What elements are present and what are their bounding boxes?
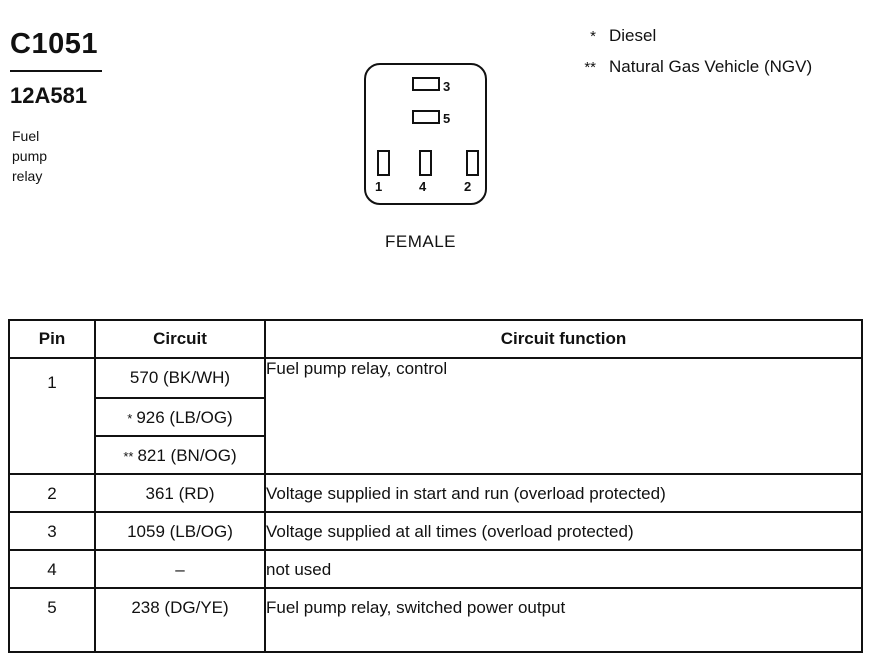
- pin-label-4: 4: [419, 179, 427, 194]
- table-row: [9, 588, 862, 652]
- connector-id: C1051: [10, 28, 98, 60]
- connector-face-diagram: [364, 63, 487, 205]
- connector-gender-label: FEMALE: [385, 232, 457, 251]
- legend-text-ngv: Natural Gas Vehicle (NGV): [609, 57, 813, 76]
- table-row: [9, 512, 862, 550]
- function-cell: Fuel pump relay, control: [265, 358, 862, 474]
- circuit-cell: 361 (RD): [95, 474, 265, 512]
- table-header-row: [9, 320, 862, 358]
- pin-slot-2: [466, 150, 479, 176]
- pin-circuit-table: [8, 319, 863, 653]
- pin-slot-4: [419, 150, 432, 176]
- description-line: relay: [12, 168, 43, 184]
- pin-label-2: 2: [464, 179, 472, 194]
- diesel-mark: *: [127, 411, 133, 426]
- pin-cell: 2: [9, 474, 95, 512]
- pin-slot-5: [412, 110, 440, 124]
- circuit-cell: 238 (DG/YE): [95, 588, 265, 652]
- pin-label-3: 3: [443, 79, 451, 94]
- function-cell: Fuel pump relay, switched power output: [265, 588, 862, 652]
- circuit-value: [96, 397, 264, 435]
- pin-label-5: 5: [443, 111, 451, 126]
- legend-mark-diesel: *: [590, 28, 596, 45]
- pin-cell: 5: [9, 588, 95, 652]
- pin-cell: 1: [9, 358, 95, 474]
- header-pin: Pin: [9, 320, 95, 358]
- circuit-cell: [95, 358, 265, 474]
- circuit-value: [96, 359, 264, 397]
- legend-mark-ngv: **: [584, 59, 596, 76]
- header-circuit: Circuit: [95, 320, 265, 358]
- table-row: [9, 474, 862, 512]
- description-line: pump: [12, 148, 48, 164]
- circuit-text: 570 (BK/WH): [129, 368, 231, 387]
- function-cell: Voltage supplied in start and run (overload protected): [265, 474, 862, 512]
- function-cell: Voltage supplied at all times (overload protected): [265, 512, 862, 550]
- pin-label-1: 1: [375, 179, 383, 194]
- circuit-text: 926 (LB/OG): [136, 408, 233, 427]
- legend-text-diesel: Diesel: [609, 26, 657, 45]
- pin-slot-3: [412, 77, 440, 91]
- table-row: [9, 358, 862, 474]
- title-rule: [10, 70, 102, 72]
- part-number: 12A581: [10, 83, 88, 108]
- circuit-text: 821 (BN/OG): [137, 446, 237, 465]
- pin-cell: 4: [9, 550, 95, 588]
- ngv-mark: **: [123, 449, 134, 464]
- circuit-value: [96, 435, 264, 473]
- header-circuit-function: Circuit function: [265, 320, 862, 358]
- pin-cell: 3: [9, 512, 95, 550]
- circuit-cell: 1059 (LB/OG): [95, 512, 265, 550]
- circuit-cell: –: [95, 550, 265, 588]
- pin-slot-1: [377, 150, 390, 176]
- function-cell: not used: [265, 550, 862, 588]
- description-line: Fuel: [12, 128, 40, 144]
- table-row: [9, 550, 862, 588]
